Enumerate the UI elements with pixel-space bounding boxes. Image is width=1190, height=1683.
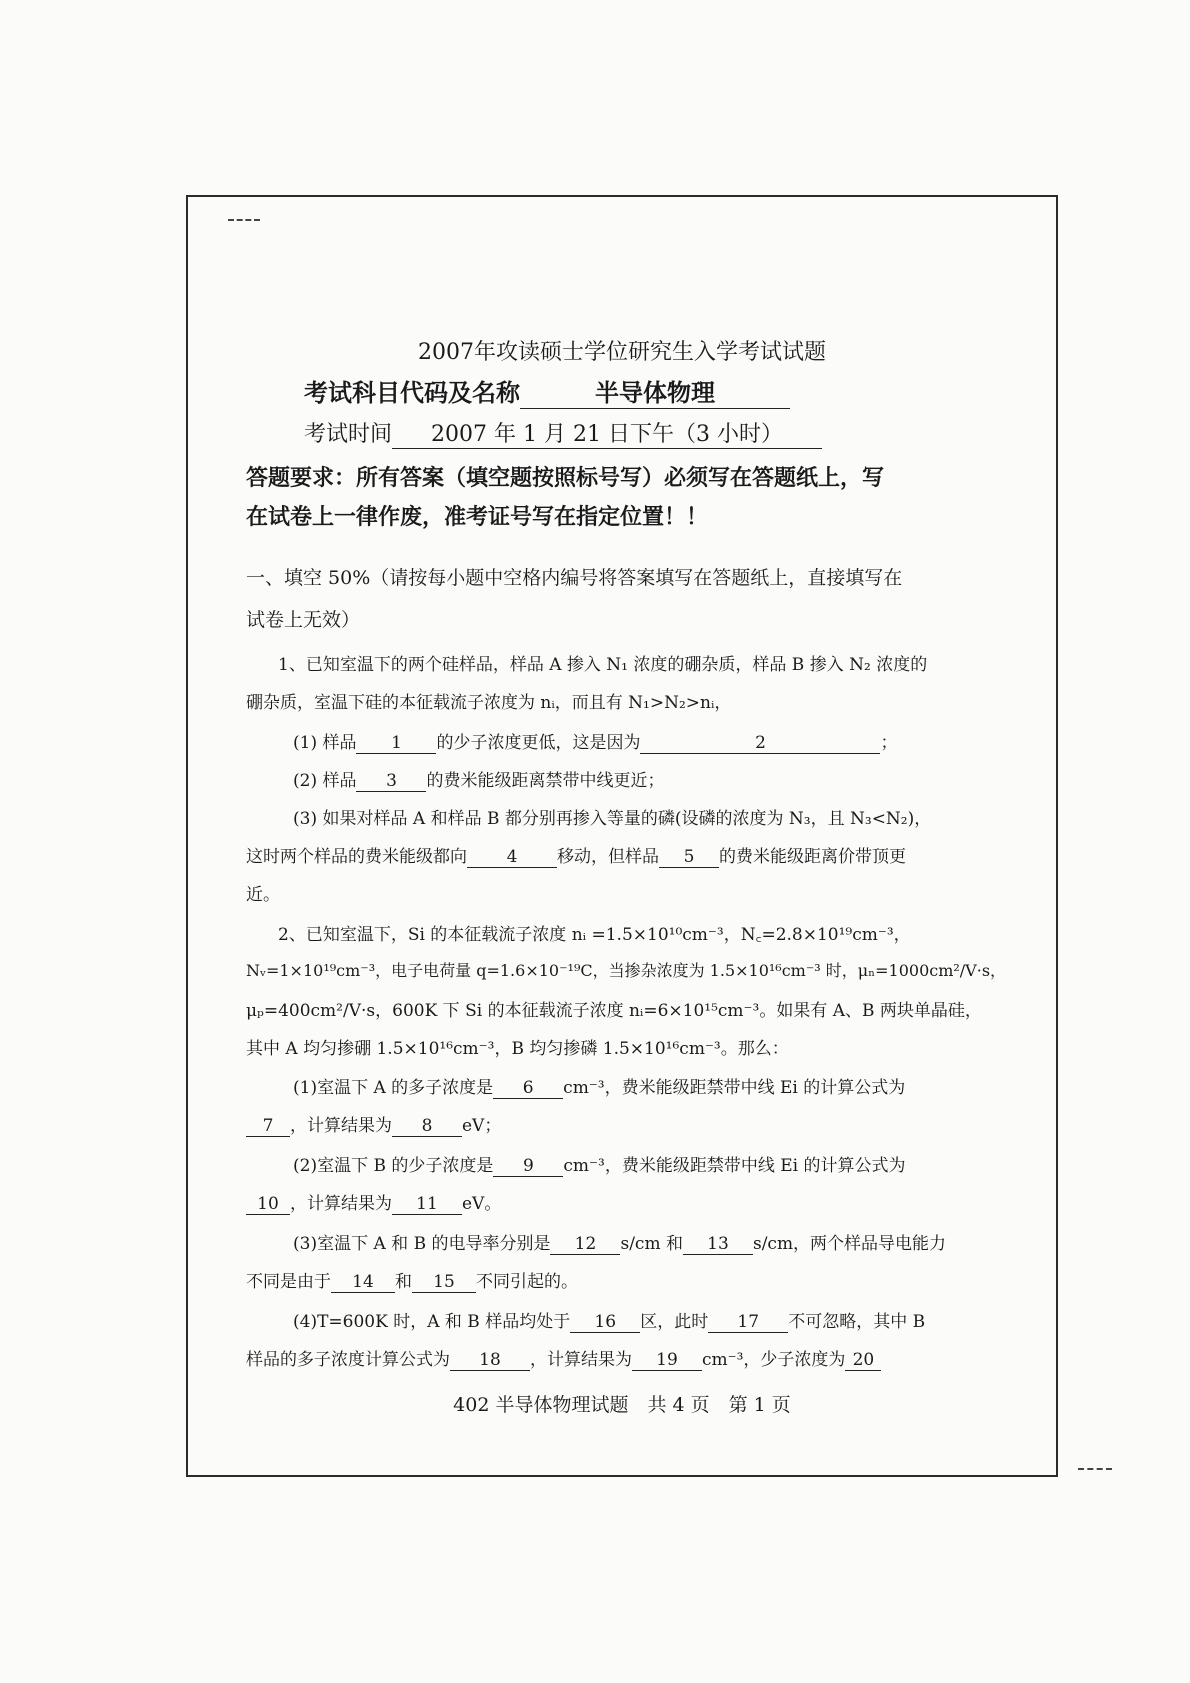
text: ，计算结果为 <box>530 1350 632 1370</box>
time-value: 2007 年 1 月 21 日下午（3 小时） <box>392 417 822 449</box>
text: ，计算结果为 <box>290 1194 392 1214</box>
blank-14: 14 <box>331 1272 395 1293</box>
text: eV。 <box>462 1194 502 1214</box>
text: 的费米能级距离价带顶更 <box>719 847 906 867</box>
requirements-line-2: 在试卷上一律作废，准考证号写在指定位置！！ <box>246 504 709 530</box>
page-footer: 402 半导体物理试题 共 4 页 第 1 页 <box>453 1394 791 1416</box>
text: 的费米能级距离禁带中线更近； <box>426 771 665 791</box>
q2-part2-line1 <box>293 1151 1018 1177</box>
blank-19: 19 <box>632 1350 702 1371</box>
scan-mark-bottom <box>1078 1468 1112 1470</box>
blank-7: 7 <box>246 1116 290 1137</box>
text: eV； <box>462 1116 502 1136</box>
q1-line-2: 硼杂质，室温下硅的本征载流子浓度为 nᵢ，而且有 N₁>N₂>nᵢ， <box>246 693 732 713</box>
blank-6: 6 <box>493 1078 563 1099</box>
q2-line-4: 其中 A 均匀掺硼 1.5×10¹⁶cm⁻³，B 均匀掺磷 1.5×10¹⁶cm⁻³。那么： <box>246 1039 789 1059</box>
blank-4: 4 <box>467 847 557 868</box>
blank-17: 17 <box>708 1312 788 1333</box>
requirements-line-1: 答题要求：所有答案（填空题按照标号写）必须写在答题纸上，写 <box>246 465 885 491</box>
text: (1) 样品 <box>293 733 357 753</box>
q1-part2 <box>293 766 1018 792</box>
blank-20: 20 <box>845 1350 881 1371</box>
blank-3: 3 <box>356 771 426 792</box>
q1-part1 <box>293 728 1018 754</box>
blank-13: 13 <box>683 1234 753 1255</box>
text: ； <box>880 733 898 753</box>
q2-part3-line1 <box>293 1229 1018 1255</box>
blank-18: 18 <box>450 1350 530 1371</box>
q2-part1-line1 <box>293 1073 1018 1099</box>
text: cm⁻³，费米能级距禁带中线 Ei 的计算公式为 <box>563 1078 906 1098</box>
blank-8: 8 <box>392 1116 462 1137</box>
subject-line <box>304 373 1018 409</box>
subject-label: 考试科目代码及名称 <box>304 378 520 407</box>
exam-page <box>186 195 1058 1477</box>
blank-16: 16 <box>570 1312 640 1333</box>
q1-part3-line2 <box>246 842 1018 868</box>
blank-2: 2 <box>640 733 880 754</box>
q2-part1-line2 <box>246 1111 1018 1137</box>
text: s/cm，两个样品导电能力 <box>752 1234 947 1254</box>
q2-part2-line2 <box>246 1189 1018 1215</box>
text: (4)T=600K 时，A 和 B 样品均处于 <box>293 1312 571 1332</box>
text: (1)室温下 A 的多子浓度是 <box>293 1078 494 1098</box>
text: 不同是由于 <box>246 1272 331 1292</box>
text: s/cm 和 <box>620 1234 683 1254</box>
text: 样品的多子浓度计算公式为 <box>246 1350 450 1370</box>
text: (2) 样品 <box>293 771 357 791</box>
q2-line-3: μₚ=400cm²/V·s，600K 下 Si 的本征载流子浓度 nᵢ=6×10¹⁵cm⁻³。如果有 A、B 两块单晶硅， <box>246 1001 982 1021</box>
q1-part3-line1: (3) 如果对样品 A 和样品 B 都分别再掺入等量的磷(设磷的浓度为 N₃，且 N₃<N₂)， <box>293 809 932 829</box>
section1-header-2: 试卷上无效） <box>246 609 361 631</box>
q1-part3-line3: 近。 <box>246 885 280 905</box>
blank-15: 15 <box>412 1272 476 1293</box>
blank-5: 5 <box>659 847 719 868</box>
section1-header-1: 一、填空 50%（请按每小题中空格内编号将答案填写在答题纸上，直接填写在 <box>246 567 903 589</box>
text: 移动，但样品 <box>557 847 659 867</box>
q2-part4-line2 <box>246 1345 1018 1371</box>
exam-title: 2007年攻读硕士学位研究生入学考试试题 <box>418 340 826 365</box>
text: 和 <box>395 1272 412 1292</box>
q1-line-1: 1、已知室温下的两个硅样品，样品 A 掺入 N₁ 浓度的硼杂质，样品 B 掺入 N₂ 浓度的 <box>278 655 928 675</box>
q2-part4-line1 <box>293 1307 1018 1333</box>
text: 这时两个样品的费米能级都向 <box>246 847 467 867</box>
text: ，计算结果为 <box>290 1116 392 1136</box>
text: (3)室温下 A 和 B 的电导率分别是 <box>293 1234 551 1254</box>
blank-1: 1 <box>356 733 436 754</box>
blank-12: 12 <box>550 1234 620 1255</box>
q2-part3-line2 <box>246 1267 1018 1293</box>
time-label: 考试时间 <box>304 422 393 447</box>
blank-10: 10 <box>246 1194 290 1215</box>
text: cm⁻³，费米能级距禁带中线 Ei 的计算公式为 <box>563 1156 906 1176</box>
q2-line-2: Nᵥ=1×10¹⁹cm⁻³，电子电荷量 q=1.6×10⁻¹⁹C，当掺杂浓度为 1.5×10¹⁶cm⁻³ 时，μₙ=1000cm²/V·s， <box>246 961 1007 980</box>
blank-9: 9 <box>493 1156 563 1177</box>
blank-11: 11 <box>392 1194 462 1215</box>
time-line <box>304 417 1018 449</box>
text: 的少子浓度更低，这是因为 <box>436 733 641 753</box>
text: 不同引起的。 <box>476 1272 578 1292</box>
subject-value: 半导体物理 <box>520 373 790 409</box>
text: 不可忽略，其中 B <box>788 1312 926 1332</box>
q2-line-1: 2、已知室温下，Si 的本征载流子浓度 nᵢ =1.5×10¹⁰cm⁻³，N꜀=2.8×10¹⁹cm⁻³， <box>278 925 911 945</box>
text: cm⁻³，少子浓度为 <box>702 1350 846 1370</box>
text: 区，此时 <box>640 1312 709 1332</box>
text: (2)室温下 B 的少子浓度是 <box>293 1156 494 1176</box>
